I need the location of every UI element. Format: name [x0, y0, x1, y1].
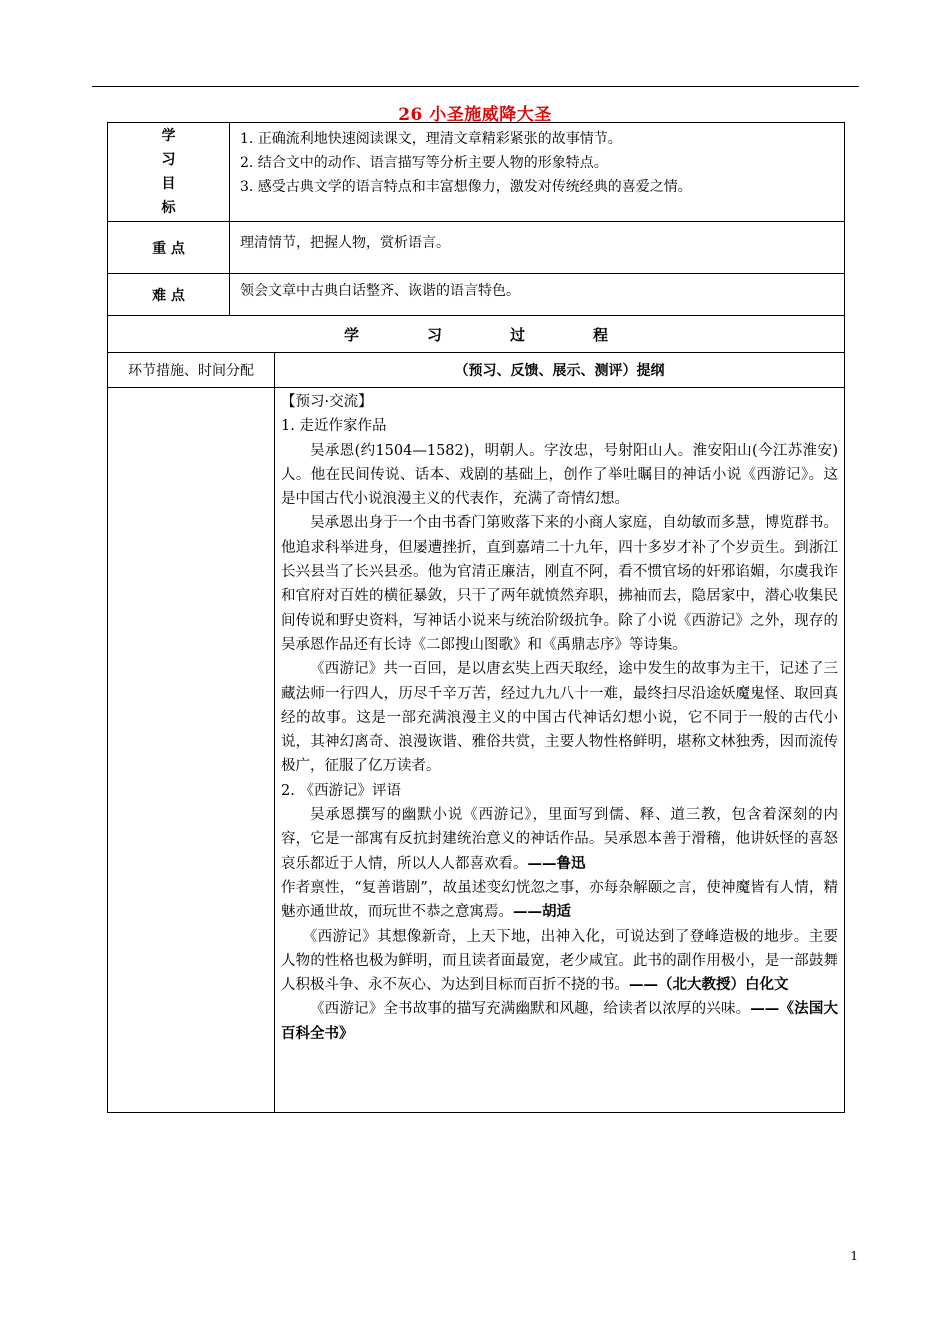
- heading-char: 习: [426, 325, 442, 344]
- quote-author: ——《法国大百科全书》: [281, 1000, 839, 1042]
- page-number: 1: [850, 1249, 858, 1263]
- section-title: 2. 《西游记》评语: [281, 782, 401, 799]
- quote-text: 吴承恩撰写的幽默小说《西游记》，里面写到儒、释、道三教，包含着深刻的内容，它是一部寓有反抗封建统治意义的神话作品。吴承恩本善于滑稽，他讲妖怪的喜怒哀乐都近于人情，所以人人都喜欢看。: [281, 807, 838, 872]
- lesson-plan-table: [107, 122, 845, 1113]
- objective-item: 1. 正确流利地快速阅读课文，理清文章精彩紧张的故事情节。: [240, 131, 622, 147]
- paragraph: 《西游记》共一百回，是以唐玄奘上西天取经，途中发生的故事为主干，记述了三藏法师一行四人，历尽千辛万苦，经过九九八十一难，最终扫尽沿途妖魔鬼怪、取回真经的故事。这是一部充满浪漫主义的中国古代神话幻想小说，它不同于一般的古代小说，其神幻离奇、浪漫诙谐、雅俗共赏，主要人物性格鲜明，堪称文林独秀，因而流传极广，征服了亿万读者。: [281, 661, 838, 775]
- paragraph: 吴承恩(约1504—1582)，明朝人。字汝忠，号射阳山人。淮安阳山(今江苏淮安)人。他在民间传说、话本、戏剧的基础上，创作了举吐瞩目的神话小说《西游记》。这是中国古代小说浪漫主义的代表作，充满了奇情幻想。: [281, 442, 838, 508]
- quote-author: ——（北大教授）白化文: [629, 976, 789, 994]
- objectives-label-char: 目: [161, 176, 176, 192]
- objective-item: 2. 结合文中的动作、语言描写等分析主要人物的形象特点。: [240, 155, 608, 171]
- difficulties-label: 难 点: [108, 274, 230, 316]
- objectives-row: [108, 123, 845, 222]
- difficulties-row: [108, 274, 845, 316]
- quote-text: 《西游记》全书故事的描写充满幽默和风趣，给读者以浓厚的兴味。: [310, 1001, 751, 1018]
- heading-char: 学: [343, 325, 359, 344]
- page-title: 26 小圣施威降大圣: [398, 105, 552, 125]
- heading-char: 程: [593, 325, 609, 344]
- paragraph: 吴承恩出身于一个由书香门第败落下来的小商人家庭，自幼敏而多慧，博览群书。他追求科举进身，但屡遭挫折，直到嘉靖二十九年，四十多岁才补了个岁贡生。到浙江长兴县当了长兴县丞。他为官清正廉洁，刚直不阿，看不惯官场的奸邪谄媚，尔虞我诈和官府对百姓的横征暴敛，只干了两年就愤然弃职，拂袖而去，隐居家中，潜心收集民间传说和野史资料，写神话小说来与统治阶级抗争。除了小说《西游记》之外，现存的吴承恩作品还有长诗《二郎搜山图歌》和《禹鼎志序》等诗集。: [281, 515, 838, 653]
- objectives-label-char: 学: [161, 128, 176, 144]
- process-heading-row: [108, 316, 845, 353]
- key-points-label: 重 点: [108, 222, 230, 274]
- objectives-label-char: 习: [161, 152, 176, 168]
- key-points-text: 理清情节，把握人物，赏析语言。: [230, 222, 845, 274]
- review-quote: [281, 925, 838, 998]
- quote-text: 作者禀性，“复善谐剧”，故虽述变幻恍忽之事，亦每杂解颐之言，使神魔皆有人情，精魅亦通世故，而玩世不恭之意寓焉。: [281, 879, 838, 921]
- objectives-label: [108, 123, 230, 222]
- outline-content: [275, 388, 845, 1113]
- objectives-list: [230, 123, 845, 222]
- process-heading: [108, 316, 845, 353]
- column-header-right: （预习、反馈、展示、测评）提纲: [275, 353, 845, 388]
- quote-text: 《西游记》其想像新奇，上天下地，出神入化，可说达到了登峰造极的地步。主要人物的性格也极为鲜明，而且读者面最宽，老少咸宜。此书的副作用极小，是一部鼓舞人积极斗争、永不灰心、为达到目标而百折不挠的书。: [281, 928, 838, 994]
- section-header: 【预习·交流】: [281, 394, 373, 410]
- difficulties-text: 领会文章中古典白话整齐、诙谐的语言特色。: [230, 274, 845, 316]
- header-rule: [92, 86, 859, 87]
- review-quote: [281, 876, 838, 925]
- section-title: 1. 走近作家作品: [281, 418, 387, 435]
- objective-item: 3. 感受古典文学的语言特点和丰富想像力，激发对传统经典的喜爱之情。: [240, 179, 692, 195]
- quote-author: ——胡适: [513, 903, 571, 921]
- content-row: [108, 388, 845, 1113]
- key-points-row: [108, 222, 845, 274]
- objectives-label-char: 标: [161, 200, 176, 216]
- review-quote: [281, 997, 838, 1046]
- column-header-left: 环节措施、时间分配: [108, 353, 275, 388]
- quote-author: ——鲁迅: [527, 854, 586, 872]
- heading-char: 过: [510, 325, 526, 344]
- review-quote: [281, 803, 838, 876]
- time-allocation-cell: [108, 388, 275, 1113]
- column-header-row: [108, 353, 845, 388]
